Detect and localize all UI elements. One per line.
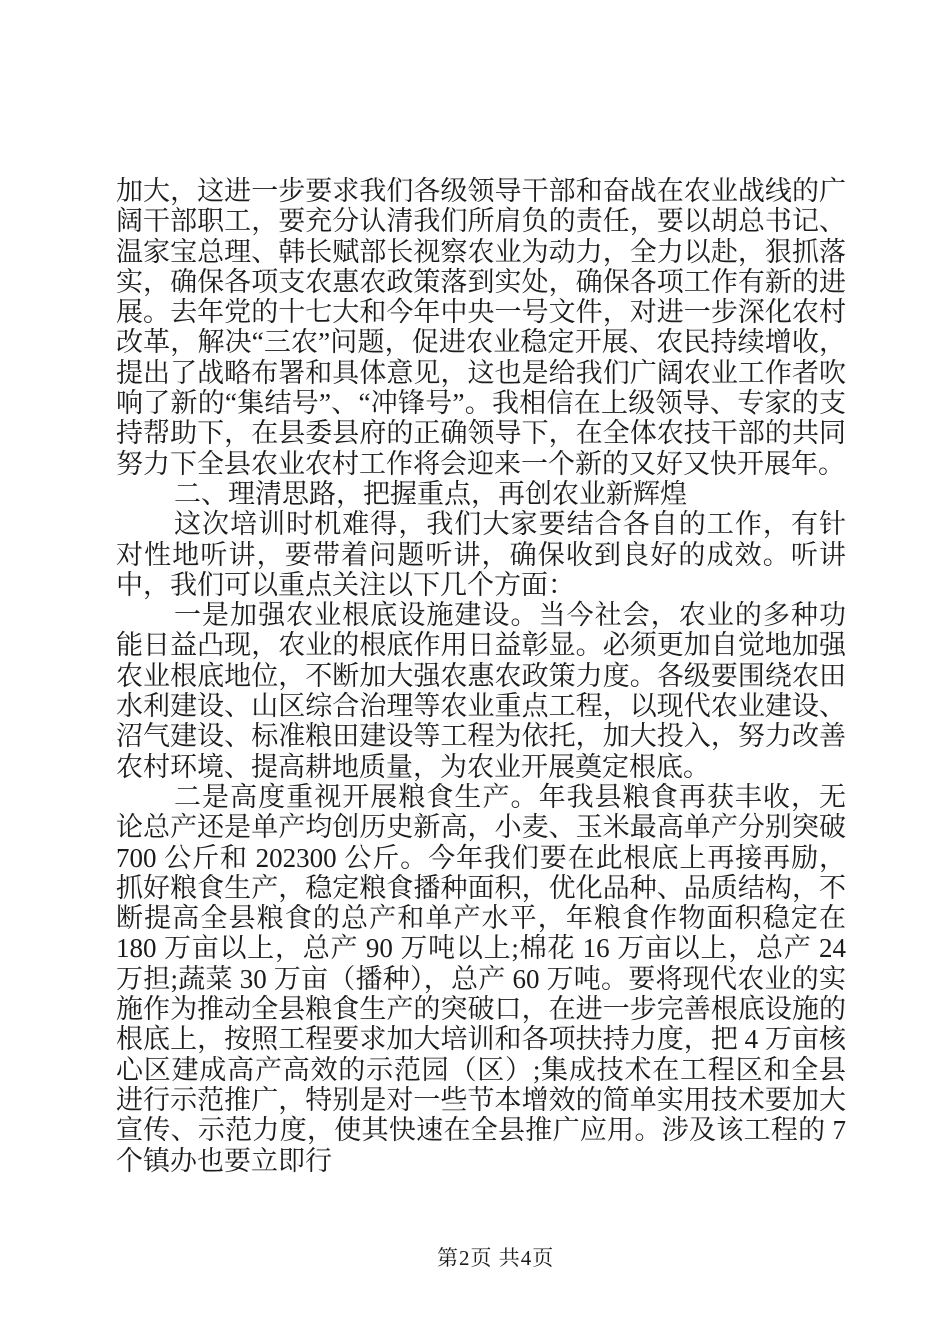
body-paragraph-point-two: 二是高度重视开展粮食生产。年我县粮食再获丰收，无论总产还是单产均创历史新高，小麦、玉米最高单产分别突破 700 公斤和 202300 公斤。今年我们要在此根底上再接再励，抓好粮食生产，稳定粮食播种面积，优化品种、品质结构，不断提高全县粮食的总产和单产水平，年粮食作物面积稳定在 180 万亩以上，总产 90 万吨以上;棉花 16 万亩以上，总产 24 万担;蔬菜 30 万亩（播种），总产 60 万吨。要将现代农业的实施作为推动全县粮食生产的突破口，在进一步完善根底设施的根底上，按照工程要求加大培训和各项扶持力度，把 4 万亩核心区建成高产高效的示范园（区）;集成技术在工程区和全县进行示范推广，特别是对一些节本增效的简单实用技术要加大宣传、示范力度，使其快速在全县推广应用。涉及该工程的 7 个镇办也要立即行 — [116, 781, 846, 1176]
body-paragraph-point-one: 一是加强农业根底设施建设。当今社会，农业的多种功能日益凸现，农业的根底作用日益彰显。必须更加自觉地加强农业根底地位，不断加大强农惠农政策力度。各级要围绕农田水利建设、山区综合治理等农业重点工程，以现代农业建设、沼气建设、标准粮田建设等工程为依托，加大投入，努力改善农村环境、提高耕地质量，为农业开展奠定根底。 — [116, 600, 846, 782]
body-paragraph-continuation: 加大，这进一步要求我们各级领导干部和奋战在农业战线的广阔干部职工，要充分认清我们所肩负的责任，要以胡总书记、温家宝总理、韩长赋部长视察农业为动力，全力以赴，狠抓落实，确保各项支农惠农政策落到实处，确保各项工作有新的进展。去年党的十七大和今年中央一号文件，对进一步深化农村改革，解决“三农”问题，促进农业稳定开展、农民持续增收，提出了战略布署和具体意见，这也是给我们广阔农业工作者吹响了新的“集结号”、“冲锋号”。我相信在上级领导、专家的支持帮助下，在县委县府的正确领导下，在全体农技干部的共同努力下全县农业农村工作将会迎来一个新的又好又快开展年。 — [116, 176, 846, 479]
section-heading: 二、理清思路，把握重点，再创农业新辉煌 — [174, 478, 687, 509]
document-body — [116, 176, 846, 1176]
page-footer: 第2页 共4页 — [437, 1246, 555, 1270]
body-paragraph: 这次培训时机难得，我们大家要结合各自的工作，有针对性地听讲，要带着问题听讲，确保收到良好的成效。听讲中，我们可以重点关注以下几个方面： — [116, 509, 846, 600]
